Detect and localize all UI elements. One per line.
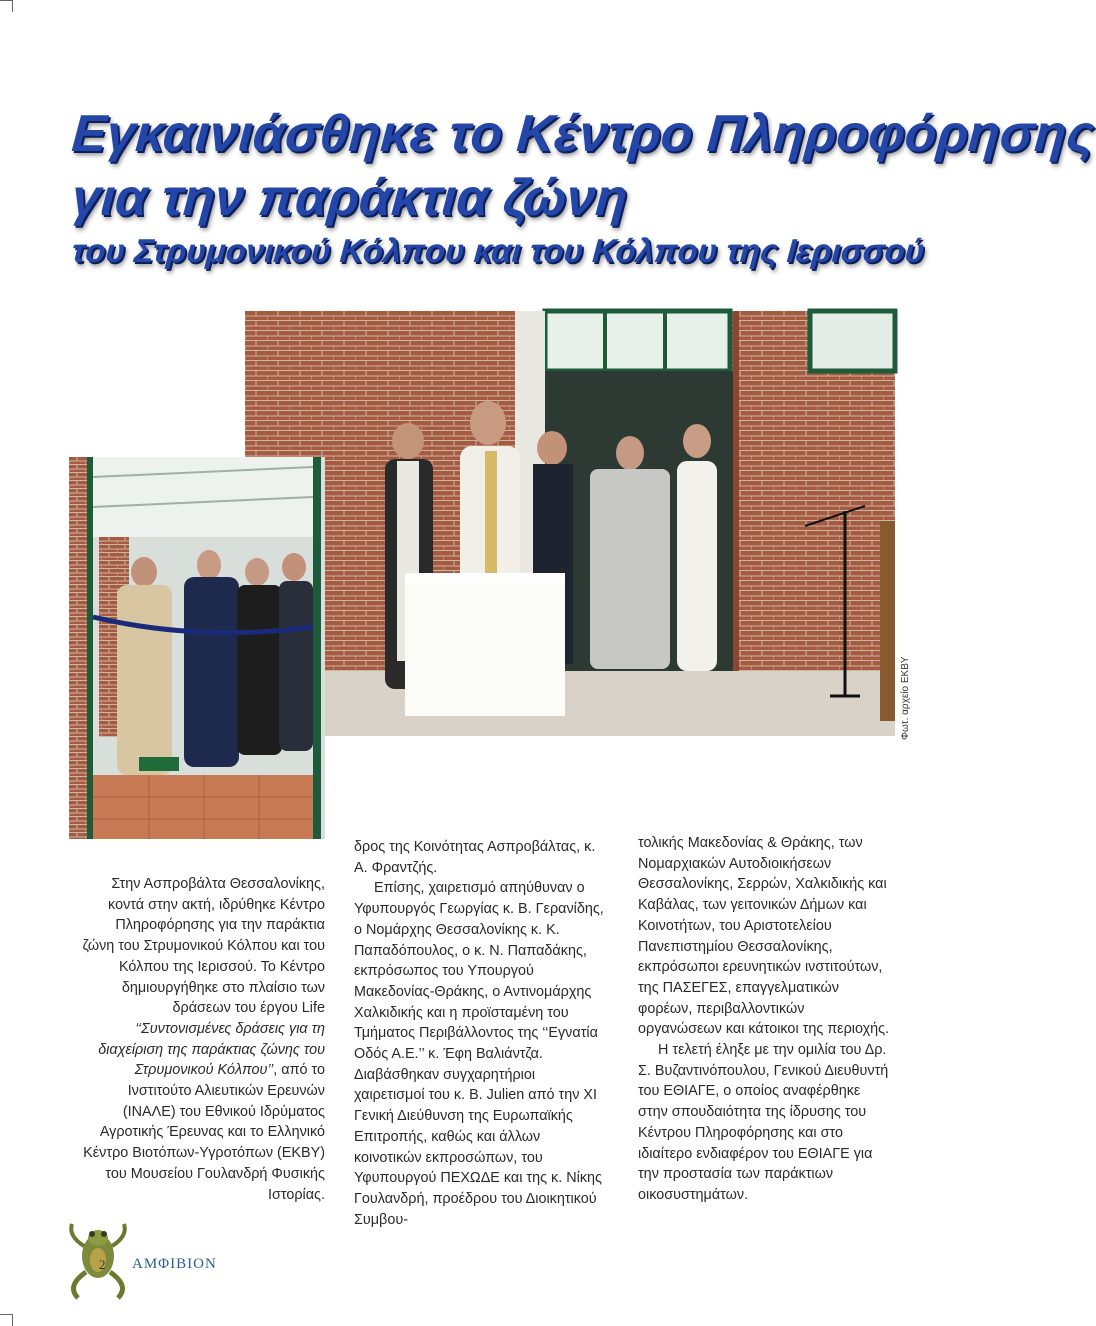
crop-mark bbox=[0, 0, 12, 1]
headline-line-2: για την παράκτια ζώνη bbox=[69, 169, 630, 227]
column-3-paragraph-2: Η τελετή έληξε με την ομιλία του Δρ. Σ. Βυζαντινόπουλου, Γενικού Διευθυντή του ΕΘΙΑΓΕ, ο οποίος αναφέρθηκε στην σπουδαιότητα της ίδρυσης του Κέντρου Πληροφόρησης και στο ιδιαίτερο ενδιαφέρον του ΕΘΙΑΓΕ για την προστασία των παράκτιων οικοσυστημάτων. bbox=[638, 1042, 889, 1203]
project-title-italic: ‘‘Συντονισμένες δράσεις για τη διαχείριση της παράκτιας ζώνης του Στρυμονικού Κόλπου’’ bbox=[98, 1020, 325, 1079]
ribbon-cutting-photo bbox=[69, 457, 325, 839]
article-column-3 bbox=[638, 833, 890, 1206]
frog-icon bbox=[58, 1216, 138, 1301]
page-number: 2 bbox=[99, 1257, 106, 1272]
article-column-2 bbox=[354, 837, 606, 1230]
photo-credit-text: Φωτ. αρχείο ΕΚΒΥ bbox=[900, 656, 911, 740]
magazine-name: ΑΜΦΙΒΙΟΝ bbox=[132, 1256, 217, 1272]
column-3-paragraph-1: τολικής Μακεδονίας & Θράκης, των Νομαρχιακών Αυτοδιοικήσεων Θεσσαλονίκης, Σερρών, Χαλκιδικής και Καβάλας, των γειτονικών Δήμων και Κοινοτήτων, του Αριστοτελείου Πανεπιστημίου Θεσσαλονίκης, εκπρόσωποι ερευνητικών ινστιτούτων, της ΠΑΣΕΓΕΣ, επαγγελματικών φορέων, περιβαλλοντικών οργανώσεων και κάτοικοι της περιοχής. bbox=[638, 835, 890, 1038]
photo-credit bbox=[900, 656, 916, 756]
crop-mark bbox=[12, 0, 13, 12]
headline-line-3: του Στρυμονικού Κόλπου και του Κόλπου της Ιερισσού bbox=[70, 232, 926, 269]
headline-line-1: Εγκαινιάσθηκε το Κέντρο Πληροφόρησης bbox=[69, 105, 1096, 163]
ceremony-photo bbox=[245, 311, 895, 736]
column-1-text-a: Στην Ασπροβάλτα Θεσσαλονίκης, κοντά στην ακτή, ιδρύθηκε Κέντρο Πληροφόρησης για την παράκτια ζώνη του Στρυμονικού Κόλπου και του Κόλπου της Ιερισσού. Το Κέντρο δημιουργήθηκε στο πλαίσιο των δράσεων του έργου Life bbox=[82, 876, 325, 1017]
column-1-text-b: , από το Ινστιτούτο Αλιευτικών Ερευνών (ΙΝΑΛΕ) του Εθνικού Ιδρύματος Αγροτικής Έρευνας και το Ελληνικό Κέντρο Βιοτόπων-Υγροτόπων (ΕΚΒΥ) του Μουσείου Γουλανδρή Φυσικής Ιστορίας. bbox=[83, 1062, 325, 1203]
column-2-paragraph-2: Επίσης, χαιρετισμό απηύθυναν ο Υφυπουργός Γεωργίας κ. Β. Γερανίδης, ο Νομάρχης Θεσσαλονίκης κ. Κ. Παπαδόπουλος, ο κ. Ν. Παπαδάκης, εκπρόσωπος του Υπουργού Μακεδονίας-Θράκης, ο Αντινομάρχης Χαλκιδικής και η προϊσταμένη του Τμήματος Περιβάλλοντος της ‘‘Εγνατία Οδός Α.Ε.’’ κ. Έφη Βαλιάντζα. Διαβάσθηκαν συγχαρητήριοι χαιρετισμοί του κ. B. Julien από την ΧΙ Γενική Διεύθυνση της Ευρωπαϊκής Επιτροπής, καθώς και άλλων κοινοτικών εκπροσώπων, του Υφυπουργού ΠΕΧΩΔΕ και της κ. Νίκης Γουλανδρή, προέδρου του Διοικητικού Συμβου- bbox=[354, 880, 604, 1228]
column-2-paragraph-1: δρος της Κοινότητας Ασπροβάλτας, κ. Α. Φραντζής. bbox=[354, 839, 596, 876]
article-column-1 bbox=[82, 874, 325, 1205]
crop-mark bbox=[12, 1314, 13, 1326]
crop-mark bbox=[0, 1314, 12, 1315]
